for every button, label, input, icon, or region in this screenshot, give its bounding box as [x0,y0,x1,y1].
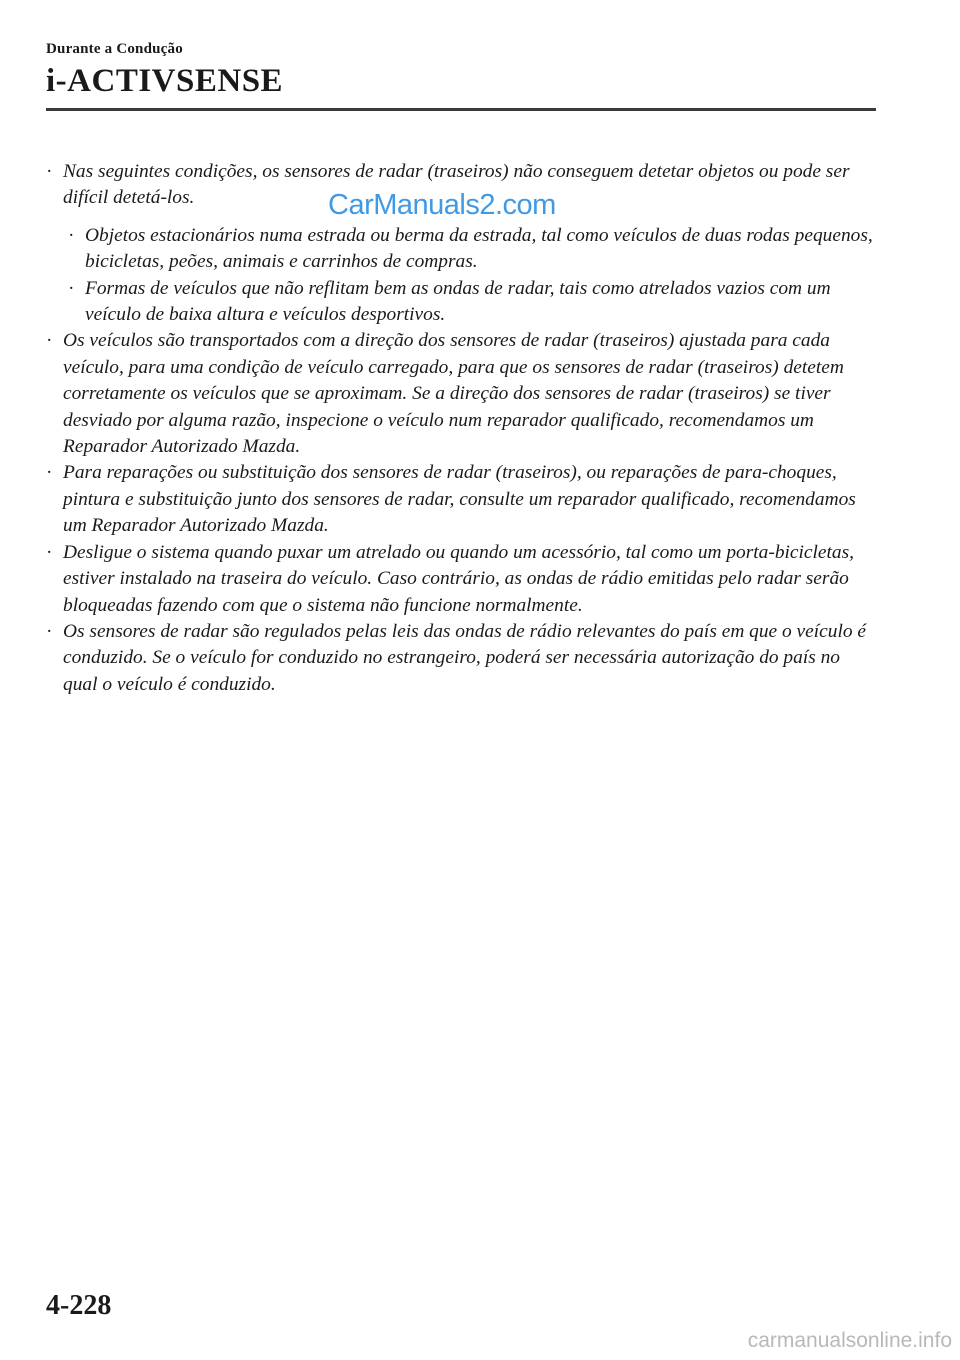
bullet-icon: · [68,224,75,246]
header-divider [46,108,876,111]
list-item [46,619,876,698]
list-item-text: Desligue o sistema quando puxar um atrelado ou quando um acessório, tal como um porta-bicicletas, estiver instalado na traseira do veículo. Caso contrário, as ondas de rádio emitidas pelo radar serão bloqueadas fazendo com que o sistema não funcione normalmente. [63,541,854,616]
footer-watermark: carmanualsonline.info [747,1329,952,1352]
list-item [46,540,876,619]
list-item [46,460,876,539]
page-number: 4-228 [46,1290,112,1321]
bullet-icon: · [46,462,53,484]
list-item-text: Nas seguintes condições, os sensores de radar (traseiros) não conseguem detetar objetos ou pode ser difícil detetá-los. [63,161,850,209]
bullet-icon: · [68,277,75,299]
sub-list-item [68,223,876,276]
list-item-text: Os sensores de radar são regulados pelas leis das ondas de rádio relevantes do país em que o veículo é conduzido. Se o veículo for conduzido no estrangeiro, poderá ser necessária autorização do país no qual o veículo é conduzido. [63,620,866,695]
sub-list-item-text: Formas de veículos que não reflitam bem as ondas de radar, tais como atrelados vazios com um veículo de baixa altura e veículos desportivos. [85,277,831,326]
bullet-icon: · [46,330,53,352]
list-item [46,328,876,460]
watermark-logo: CarManuals2.com [328,189,556,221]
section-label: Durante a Condução [46,41,183,57]
sub-list-item [68,276,876,329]
document-body [46,159,876,698]
bullet-icon: · [46,541,53,563]
chapter-title: i-ACTIVSENSE [46,63,284,99]
list-item-text: Para reparações ou substituição dos sensores de radar (traseiros), ou reparações de para-choques, pintura e substituição junto dos sensores de radar, consulte um reparador qualificado, recomendamos um Reparador Autorizado Mazda. [63,462,856,537]
bullet-icon: · [46,161,53,182]
list-item-text: Os veículos são transportados com a direção dos sensores de radar (traseiros) ajustada para cada veículo, para uma condição de veículo carregado, para que os sensores de radar (traseiros) detetem corretamente os veículos que se aproximam. Se a direção dos sensores de radar (traseiros) se tiver desviado por alguma razão, inspecione o veículo num reparador qualificado, recomendamos um Reparador Autorizado Mazda. [63,330,844,458]
sub-list-item-text: Objetos estacionários numa estrada ou berma da estrada, tal como veículos de duas rodas pequenos, bicicletas, peões, animais e carrinhos de compras. [85,224,873,273]
bullet-icon: · [46,620,53,642]
page-header [46,40,876,101]
